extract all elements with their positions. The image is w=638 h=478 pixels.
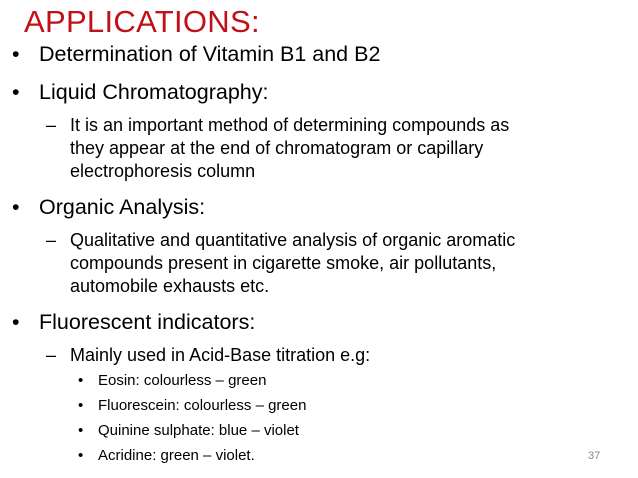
bullet-text: Fluorescent indicators: — [39, 310, 256, 334]
sub-bullet-line: compounds present in cigarette smoke, air pollutants, — [70, 253, 497, 273]
bullet-marker: • — [12, 310, 20, 334]
sub-bullet-line: automobile exhausts etc. — [70, 276, 270, 296]
bullet-marker: • — [78, 447, 84, 464]
dash-marker: – — [46, 115, 57, 135]
indicator-text: Quinine sulphate: blue – violet — [98, 422, 299, 439]
sub-bullet-line: they appear at the end of chromatogram or capillary — [70, 138, 484, 158]
page-number: 37 — [588, 450, 601, 462]
bullet-marker: • — [12, 80, 20, 104]
dash-marker: – — [46, 345, 57, 365]
bullet-text: Determination of Vitamin B1 and B2 — [39, 42, 381, 66]
indicator-text: Eosin: colourless – green — [98, 372, 267, 389]
indicator-text: Fluorescein: colourless – green — [98, 397, 307, 414]
sub-bullet-line: electrophoresis column — [70, 161, 256, 181]
sub-bullet-line: It is an important method of determining compounds as — [70, 115, 510, 135]
slide-title: APPLICATIONS: — [24, 4, 260, 39]
bullet-text: Liquid Chromatography: — [39, 80, 269, 104]
bullet-marker: • — [78, 422, 84, 439]
bullet-marker: • — [78, 397, 84, 414]
dash-marker: – — [46, 230, 57, 250]
sub-bullet-line: Mainly used in Acid-Base titration e.g: — [70, 345, 371, 365]
bullet-marker: • — [12, 195, 20, 219]
bullet-marker: • — [78, 372, 84, 389]
bullet-text: Organic Analysis: — [39, 195, 206, 219]
indicator-text: Acridine: green – violet. — [98, 447, 255, 464]
sub-bullet-line: Qualitative and quantitative analysis of organic aromatic — [70, 230, 516, 250]
bullet-marker: • — [12, 42, 20, 66]
